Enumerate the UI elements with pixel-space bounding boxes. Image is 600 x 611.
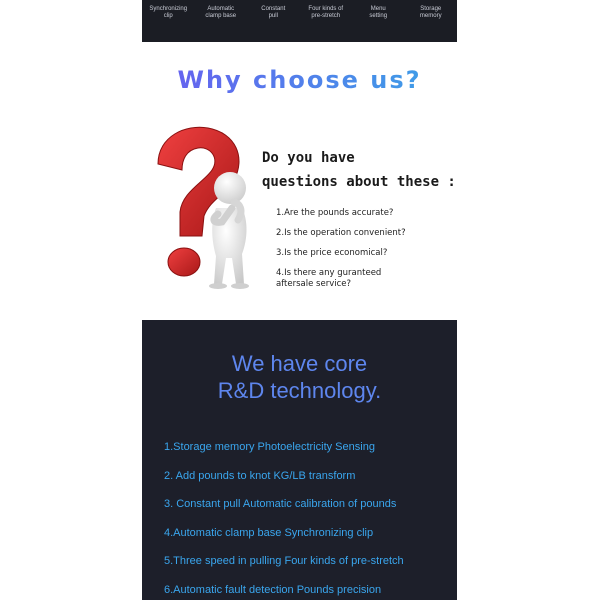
feature-bar bbox=[142, 0, 457, 42]
why-choose-us-heading: Why choose us? bbox=[142, 66, 457, 94]
technology-item: 6.Automatic fault detection Pounds precision bbox=[164, 583, 404, 611]
technology-features-list bbox=[164, 440, 404, 611]
core-technology-heading bbox=[142, 350, 457, 404]
core-technology-section bbox=[142, 320, 457, 600]
feature-constant-pull: Constant pull bbox=[249, 6, 297, 20]
question-item: 2.Is the operation convenient? bbox=[276, 228, 406, 239]
technology-item: 4.Automatic clamp base Synchronizing clip bbox=[164, 526, 404, 555]
questions-prompt-line2: questions about these : bbox=[262, 170, 456, 194]
technology-item: 5.Three speed in pulling Four kinds of pre-stretch bbox=[164, 554, 404, 583]
feature-pre-stretch: Four kinds of pre-stretch bbox=[302, 6, 350, 20]
technology-item: 2. Add pounds to knot KG/LB transform bbox=[164, 469, 404, 498]
question-item: 3.Is the price economical? bbox=[276, 248, 406, 259]
questions-prompt-line1: Do you have bbox=[262, 146, 456, 170]
feature-menu-setting: Menu setting bbox=[354, 6, 402, 20]
question-mark-figure-illustration bbox=[146, 124, 264, 296]
why-choose-us-section bbox=[142, 42, 457, 320]
technology-item: 1.Storage memory Photoelectricity Sensing bbox=[164, 440, 404, 469]
questions-list bbox=[276, 208, 406, 299]
core-technology-heading-line2: R&D technology. bbox=[142, 377, 457, 404]
feature-synchronizing-clip: Synchronizing clip bbox=[144, 6, 192, 20]
technology-item: 3. Constant pull Automatic calibration of pounds bbox=[164, 497, 404, 526]
question-item: 1.Are the pounds accurate? bbox=[276, 208, 406, 219]
core-technology-heading-line1: We have core bbox=[142, 350, 457, 377]
question-item: 4.Is there any guranteed aftersale service? bbox=[276, 268, 406, 290]
feature-automatic-clamp-base: Automatic clamp base bbox=[197, 6, 245, 20]
feature-storage-memory: Storage memory bbox=[407, 6, 455, 20]
questions-prompt bbox=[262, 146, 456, 194]
